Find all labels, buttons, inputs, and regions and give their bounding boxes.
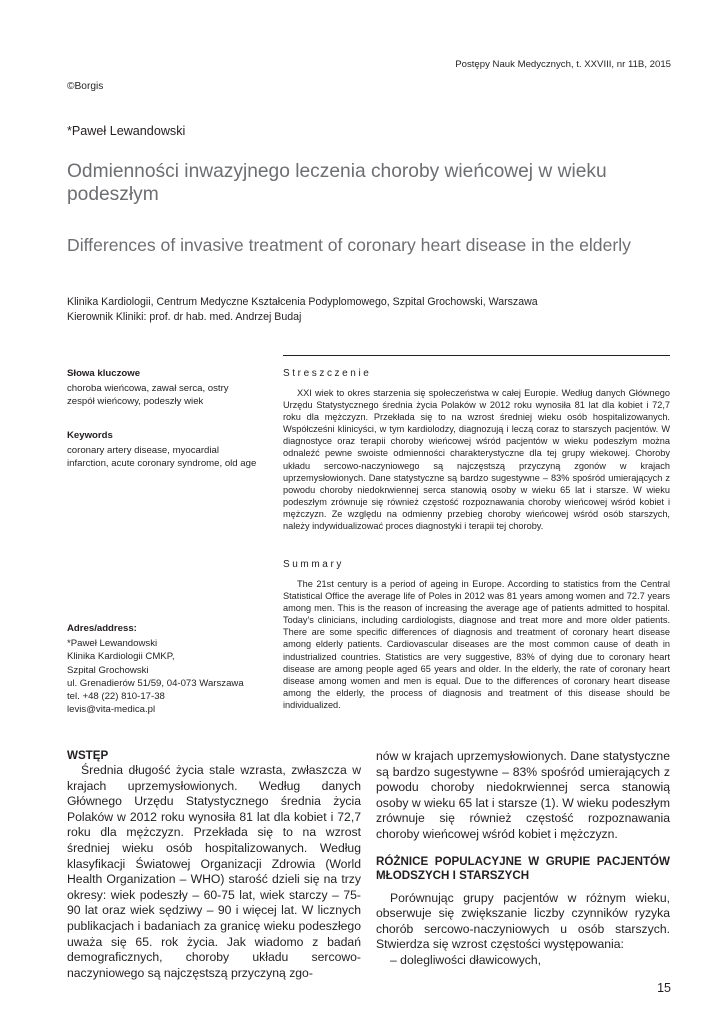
address-line: Klinika Kardiologii CMKP, <box>67 651 175 663</box>
address-line: Szpital Grochowski <box>67 664 149 676</box>
affiliation <box>67 295 667 324</box>
author-name: *Paweł Lewandowski <box>67 124 186 138</box>
intro-paragraph: Średnia długość życia stale wzrasta, zwłaszcza w krajach uprzemysłowionych. Według danych Głównego Urzędu Statystycznego średnia życia Polaków w 2012 roku wynosiła 81 lat dla kobiet i 72,7 roku dla mężczyzn. Przekłada się to na wzrost średniej wieku osób hospitalizowanych. Według klasyfikacji Światowej Organizacji Zdrowia (World Health Organization – WHO) starość dzieli się na trzy okresy: wiek podeszły – 60-75 lat, wiek starczy – 75-90 lat oraz wiek sędziwy – 90 i więcej lat. W licznych publikacjach i badaniach za granicę wieku podeszłego uważa się 65. rok życia. Jak wiadomo z badań demograficznych, choroby układu sercowo-naczyniowego są najczęstszą przyczyną zgo- <box>67 763 361 980</box>
abstract-divider <box>283 355 670 356</box>
address-email[interactable]: levis@vita-medica.pl <box>67 704 156 716</box>
address-line: tel. +48 (22) 810-17-38 <box>67 691 165 703</box>
title-english: Differences of invasive treatment of coronary heart disease in the elderly <box>67 235 631 255</box>
page-number: 15 <box>657 981 671 995</box>
intro-paragraph-cont: nów w krajach uprzemysłowionych. Dane statystyczne są bardzo sugestywne – 83% spośród umierających z powodu choroby niedokrwiennej serca stanowią osoby w wieku 65 lat i starsze (1). W wieku podeszłym zrównuje się również częstość rozpoznawania choroby wieńcowej wśród kobiet i mężczyzn. <box>376 749 670 841</box>
list-item: – dolegliwości dławicowych, <box>390 952 542 967</box>
address-line: ul. Grenadierów 51/59, 04-073 Warszawa <box>67 677 244 689</box>
affiliation-line1: Klinika Kardiologii, Centrum Medyczne Kształcenia Podyplomowego, Szpital Grochowski, Warszawa <box>67 296 538 308</box>
address-line: *Paweł Lewandowski <box>67 638 158 650</box>
keywords-en <box>67 429 257 471</box>
intro-heading: WSTĘP <box>67 749 109 762</box>
section2-paragraph: Porównując grupy pacjentów w różnym wieku, obserwuje się zwiększanie liczby czynników ryzyka chorób sercowo-naczyniowych u osób starszych. Stwierdza się wzrost częstości występowania: <box>376 890 670 952</box>
keywords-en-heading: Keywords <box>67 430 113 441</box>
keywords-en-text: coronary artery disease, myocardial infarction, acute coronary syndrome, old age <box>67 445 257 470</box>
address-heading: Adres/address: <box>67 623 137 634</box>
address-block <box>67 622 257 716</box>
keywords-pl-text: choroba wieńcowa, zawał serca, ostry zespół wieńcowy, podeszły wiek <box>67 383 229 408</box>
abstract-pl-text: XXI wiek to okres starzenia się społeczeństwa w całej Europie. Według danych Głównego Urzędu Statystycznego średnia życia Polaków w 2012 roku wynosiła 81 lat dla kobiet i 72,7 roku dla mężczyzn. Przekłada się to na wzrost średniej wieku osób hospitalizowanych. Współcześni klinicyści, w tym kardiolodzy, diagnozują i leczą coraz to starszych pacjentów. W diagnostyce oraz terapii choroby wieńcowej wśród pacjentów w wieku podeszłym można odnaleźć pewne swoiste odmienności charakterystyczne dla tej grupy wiekowej. Choroby układu sercowo-naczyniowego są najczęstszą przyczyną zgonów w krajach uprzemysłowionych. Dane statystyczne są bardzo sugestywne – 83% spośród umierających z powodu choroby niedokrwiennej serca stanowią osoby w wieku 65 lat i starsze. W wieku podeszłym zrównuje się również częstość rozpoznawania choroby wieńcowej wśród kobiet i mężczyzn. Ze względu na odmienny przebieg choroby wieńcowej wśród osób starszych, należy indywidualizować proces diagnostyki i terapii tej choroby. <box>283 388 670 532</box>
keywords-pl <box>67 367 257 409</box>
body-left-column <box>67 749 361 981</box>
section2-heading: RÓŻNICE POPULACYJNE W GRUPIE PACJENTÓW MŁODSZYCH I STARSZYCH <box>376 854 670 882</box>
abstract-pl-heading: Streszczenie <box>283 368 372 379</box>
body-right-column <box>376 749 670 969</box>
journal-header: Postępy Nauk Medycznych, t. XXVIII, nr 11B, 2015 <box>455 59 671 70</box>
affiliation-line2: Kierownik Kliniki: prof. dr hab. med. Andrzej Budaj <box>67 310 302 323</box>
abstract-en-text: The 21st century is a period of ageing in Europe. According to statistics from the Central Statistical Office the average life of Poles in 2012 was 81 years among women and 72.7 years among men. This is the reason of increasing the average age of patients admitted to hospital. Today's clinicians, including cardiologists, diagnose and treat more and more older patients. There are some specific differences of diagnosis and treatment of coronary heart disease among elderly patients. Cardiovascular diseases are the most common cause of death in industrialized countries. Statistics are very suggestive, 83% of dying due to coronary heart disease are among people aged 65 years and older. In the elderly, the rate of coronary heart disease among women and men is equal. Due to the differences of coronary heart disease among the elderly, the process of diagnosis and treatment of this disease should be individualized. <box>283 579 670 710</box>
abstract-en-heading: Summary <box>283 559 344 570</box>
title-polish: Odmienności inwazyjnego leczenia choroby wieńcowej w wieku podeszłym <box>67 161 607 205</box>
keywords-pl-heading: Słowa kluczowe <box>67 368 141 379</box>
publisher-label: ©Borgis <box>67 81 104 92</box>
